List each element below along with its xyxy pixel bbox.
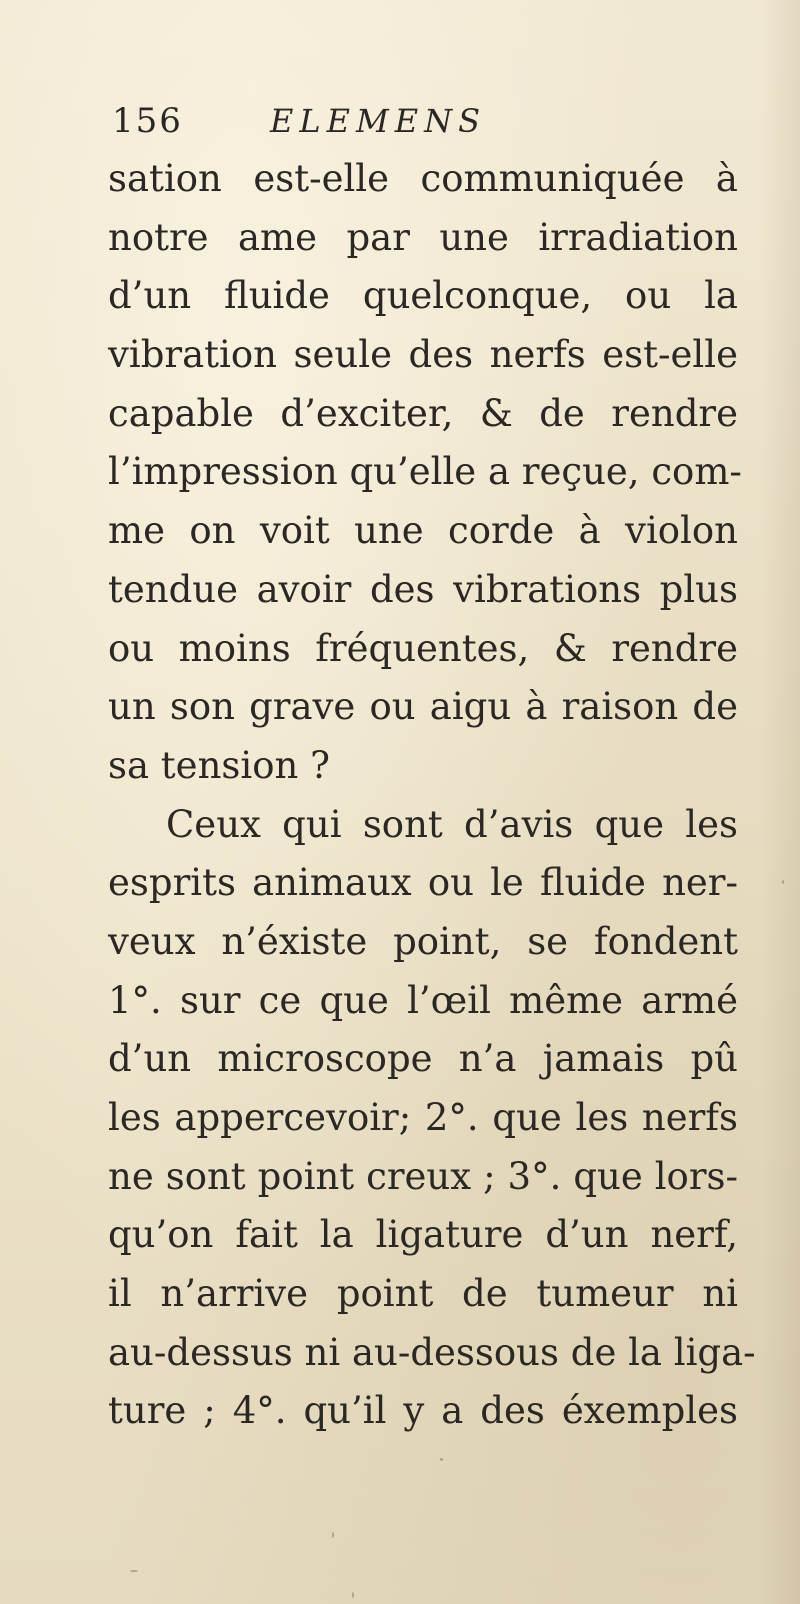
text-line-paragraph-start: Ceux qui sont d’avis que les (166, 802, 738, 846)
text-line: veux n’éxiste point, se fondent (108, 919, 738, 963)
text-line: notre ame par une irradiation (108, 215, 738, 259)
text-line: capable d’exciter, & de rendre (108, 391, 738, 435)
text-line: un son grave ou aigu à raison de (108, 685, 738, 729)
text-line: d’un fluide quelconque, ou la (108, 274, 738, 318)
text-line: tendue avoir des vibrations plus (108, 567, 738, 611)
text-line: ne sont point creux ; 3°. que lors- (108, 1154, 738, 1198)
page-header (112, 96, 632, 146)
text-line: les appercevoir; 2°. que les nerfs (108, 1096, 738, 1139)
text-line: sation est-elle communiquée à (108, 157, 738, 200)
text-line: l’impression qu’elle a reçue, com- (108, 450, 742, 494)
text-line: esprits animaux ou le fluide ner- (108, 861, 738, 905)
paper-speck (782, 880, 784, 884)
text-line: au-dessus ni au-dessous de la liga- (108, 1330, 756, 1374)
text-line: qu’on fait la ligature d’un nerf, (108, 1213, 738, 1257)
paper-speck (440, 1458, 443, 1461)
text-line: ou moins fréquentes, & rendre (108, 626, 738, 670)
page-edge-shadow (760, 0, 800, 1604)
text-line: me on voit une corde à violon (108, 509, 738, 553)
text-line-paragraph-end: sa tension ? (108, 743, 330, 787)
running-head: ELEMENS (270, 102, 487, 140)
text-line: d’un microscope n’a jamais pû (108, 1037, 738, 1081)
body-text (108, 150, 756, 1441)
paper-speck (352, 1592, 354, 1598)
paper-speck (130, 1570, 138, 1572)
text-line: vibration seule des nerfs est-elle (108, 333, 738, 377)
page-number: 156 (112, 101, 183, 141)
text-line: il n’arrive point de tumeur ni (108, 1272, 738, 1316)
paper-speck (332, 1532, 334, 1538)
text-line: ture ; 4°. qu’il y a des éxemples (108, 1389, 738, 1433)
text-line: 1°. sur ce que l’œil même armé (108, 978, 738, 1022)
